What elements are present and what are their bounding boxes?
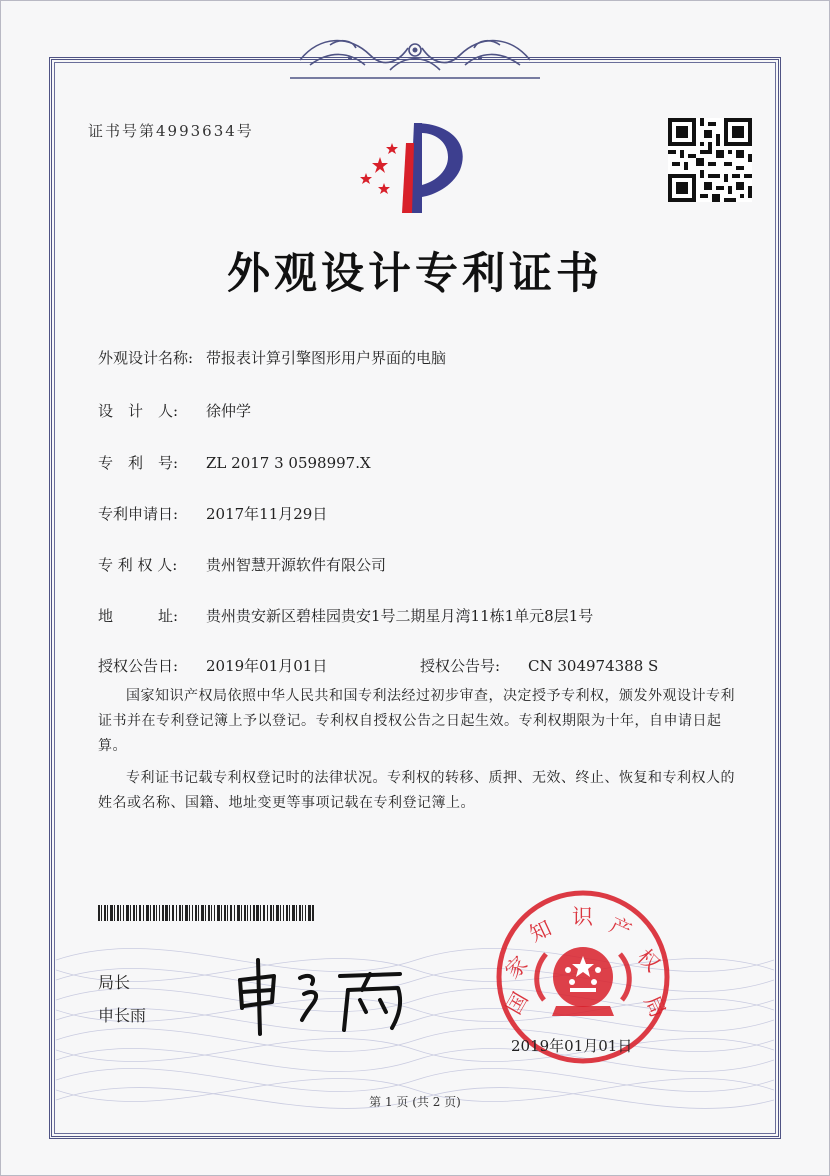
seal-char-6: 权: [632, 944, 665, 977]
address-value: 贵州贵安新区碧桂园贵安1号二期星月湾11栋1单元8层1号: [206, 607, 594, 625]
director-signature: [230, 950, 420, 1040]
page-number: 第 1 页 (共 2 页): [369, 1095, 461, 1109]
qr-code: [668, 118, 752, 202]
design-name-row: [98, 347, 446, 368]
patent-number-row: [98, 452, 371, 473]
design-name-value: 带报表计算引擎图形用户界面的电脑: [206, 349, 447, 367]
filing-date-value: 2017年11月29日: [206, 505, 328, 523]
legal-paragraph-1: 国家知识产权局依照中华人民共和国专利法经过初步审查，决定授予专利权，颁发外观设计专利证书并在专利登记簿上予以登记。专利权自授权公告之日起生效。专利权期限为十年，自申请日起算。: [98, 688, 735, 754]
address-row: [98, 605, 593, 626]
top-ornament: [290, 30, 540, 82]
seal-char-5: 产: [605, 912, 636, 944]
seal-char-7: 局: [639, 991, 671, 1022]
announcement-date-label: 授权公告日:: [98, 657, 179, 675]
announcement-number-label: 授权公告号:: [420, 657, 501, 675]
patentee-row: [98, 554, 386, 575]
designer-value: 徐仲学: [206, 402, 252, 420]
design-name-label: 外观设计名称:: [98, 349, 194, 367]
announcement-number-value: CN 304974388 S: [528, 657, 659, 675]
certificate-number: 证书号第4993634号: [88, 122, 254, 140]
patent-number-value: ZL 2017 3 0598997.X: [206, 454, 371, 472]
announcement-date-value: 2019年01月01日: [206, 657, 328, 675]
director-name: 申长雨: [98, 1006, 147, 1025]
patent-office-logo: [352, 115, 482, 215]
seal-char-3: 知: [525, 915, 556, 947]
patent-number-label: 专 利 号:: [98, 454, 179, 472]
announcement-date-row: [98, 655, 327, 676]
seal-date: 2019年01月01日: [511, 1037, 633, 1055]
legal-paragraph-2: 专利证书记载专利权登记时的法律状况。专利权的转移、质押、无效、终止、恢复和专利权人的姓名或名称、国籍、地址变更等事项记载在专利登记簿上。: [98, 770, 735, 811]
address-label: 地 址:: [98, 607, 179, 625]
designer-label: 设 计 人:: [98, 402, 179, 420]
seal-char-1: 国: [501, 988, 533, 1019]
seal-char-4: 识: [572, 905, 593, 929]
barcode: [98, 905, 314, 921]
director-title: 局长: [98, 973, 131, 992]
filing-date-label: 专利申请日:: [98, 505, 179, 523]
certificate-title: 外观设计专利证书: [227, 249, 603, 299]
filing-date-row: [98, 503, 327, 524]
announcement-number-row: [420, 655, 658, 676]
patentee-value: 贵州智慧开源软件有限公司: [206, 556, 387, 574]
designer-row: [98, 400, 251, 421]
patentee-label: 专 利 权 人:: [98, 556, 178, 574]
seal-char-2: 家: [500, 951, 533, 984]
